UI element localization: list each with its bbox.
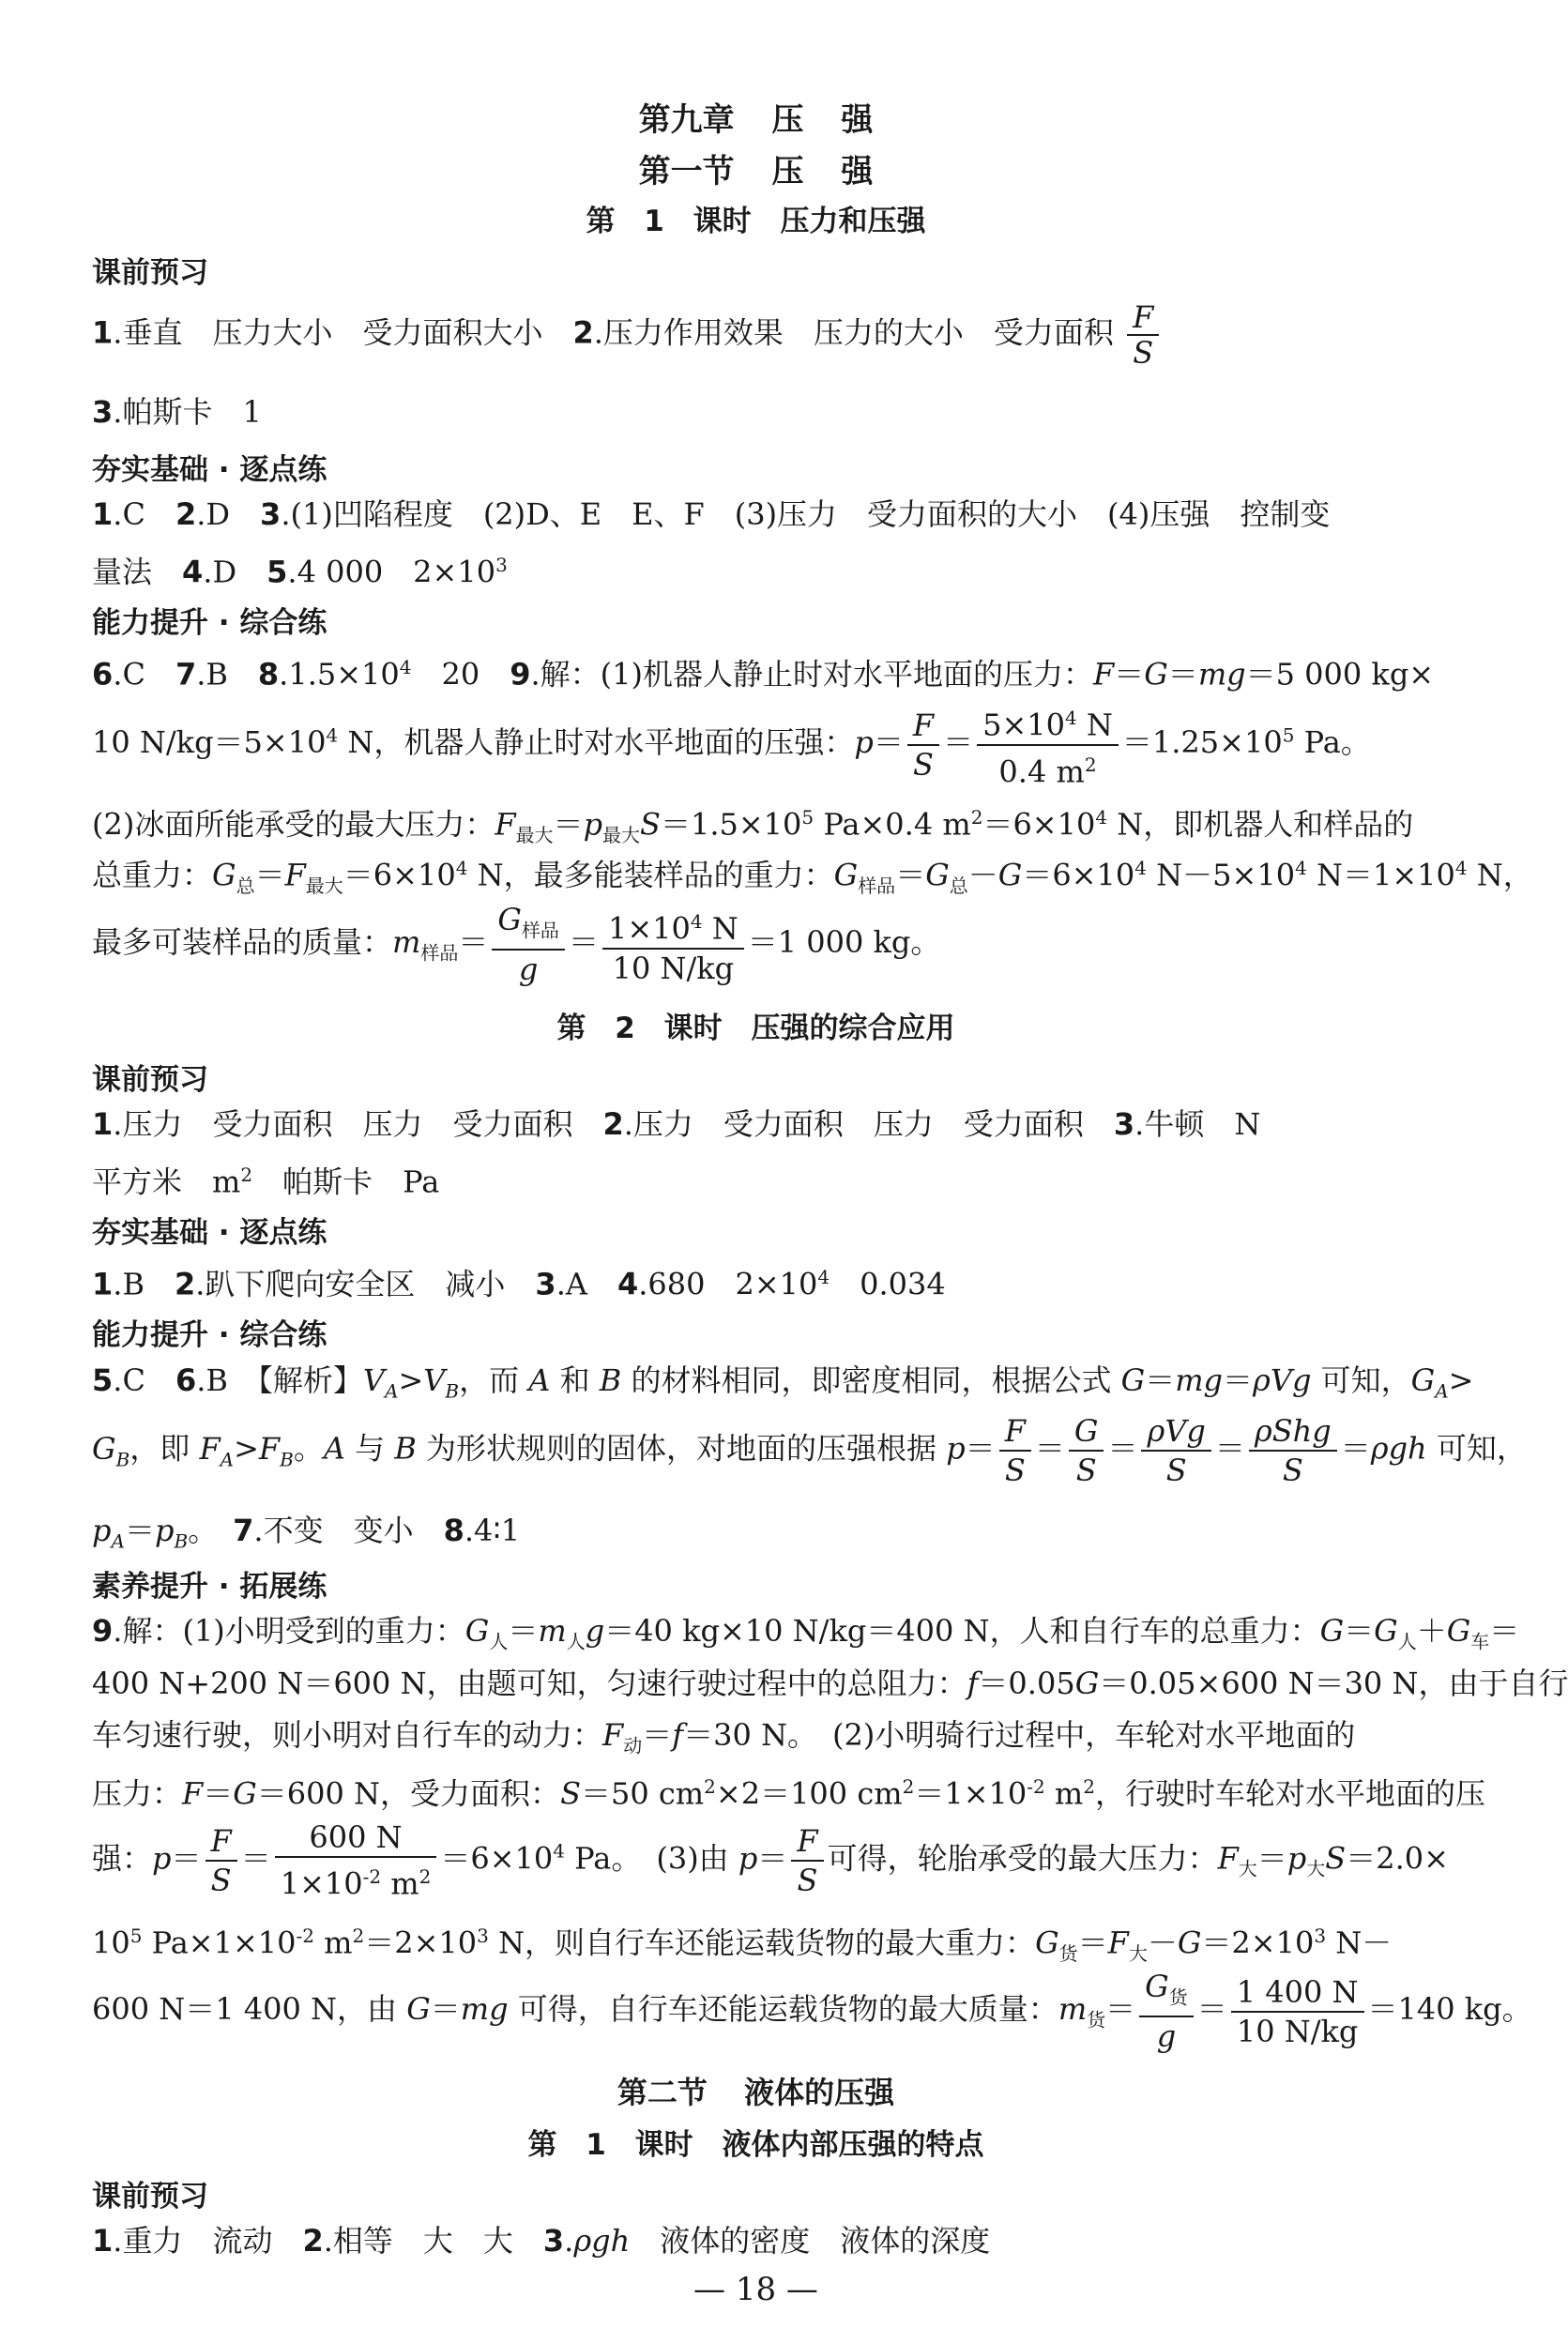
lesson-title: 第 1 课时 压力和压强 bbox=[586, 205, 926, 238]
answer-line: 3.帕斯卡 1 bbox=[92, 394, 262, 430]
answer-line: 强：p＝ $\frac{F}{S}$ ＝ $\frac{600 N}{1\times 10^{-2} m^2}$ $=6\times 10^4$ Pa。 (3)由 p＝ $\frac{F}{S}$ 可得，轮胎承受的最大压力：$F_大=p_大S=2.0\times$ bbox=[92, 1819, 1449, 1902]
answer-line: 最多可装样品的质量：$m_{样品}=$ $\frac{G_{样品}}{g}$ ＝ $\frac{1\times 10^4 N}{10 N/kg}$ ＝1 000 kg。 bbox=[92, 902, 941, 988]
page-number: — 18 — bbox=[693, 2271, 818, 2308]
answer-line: 1.压力 受力面积 压力 受力面积 2.压力 受力面积 压力 受力面积 3.牛顿 N bbox=[92, 1106, 1261, 1142]
section-label: 课前预习 bbox=[92, 2180, 208, 2214]
answer-line: 平方米 $m^2$ 帕斯卡 Pa bbox=[92, 1164, 440, 1200]
answer-line: 总重力：$G_总=F_{最大}=6\times 10^4$ N，最多能装样品的重力：$G_{样品}=G_总-G=6\times 10^4$ $N-5\times 10^4$ $N=1\times 10^4$ N， bbox=[92, 857, 1533, 898]
section-label: 课前预习 bbox=[92, 1063, 208, 1097]
answer-line: 1.垂直 压力大小 受力面积大小 2.压力作用效果 压力的大小 受力面积 $\frac{F}{S}$ bbox=[92, 300, 1415, 370]
answer-line: 量法 4.D 5.4 000 $2\times 10^3$ bbox=[92, 554, 508, 590]
answer-line: $p_A=p_B$。 7.不变 变小 8.4∶1 bbox=[92, 1513, 521, 1553]
answer-line: $10^5$ $Pa\times 1\times 10^{-2}$ $m^2=2\times 10^3$ N，则自行车还能运载货物的最大重力：$G_货=F_大-G=2\times 10^3$ N－ bbox=[92, 1925, 1393, 1966]
section-title: 第二节 液体的压强 bbox=[617, 2075, 895, 2110]
section-label: 夯实基础 · 逐点练 bbox=[92, 453, 327, 487]
section-label: 夯实基础 · 逐点练 bbox=[92, 1216, 327, 1250]
answer-line: 600 N＝1 400 N，由 G＝mg 可得，自行车还能运载货物的最大质量：$m_货=$ $\frac{G_货}{g}$ ＝ $\frac{1 400 N}{10 N/kg}$ ＝140 kg。 bbox=[92, 1969, 1532, 2055]
answer-line: 5.C 6.B 【解析】$V_A>V_B$，而 A 和 B 的材料相同，即密度相同，根据公式 G＝mg＝ρVg 可知，$G_A>$ bbox=[92, 1362, 1474, 1403]
lesson-title: 第 2 课时 压强的综合应用 bbox=[556, 1012, 955, 1045]
answer-line: 车匀速行驶，则小明对自行车的动力：$F_动=f=30$ N。 (2)小明骑行过程中，车轮对水平地面的 bbox=[92, 1717, 1356, 1757]
answer-line: 压力：F＝G＝600 N，受力面积：S＝50 $cm^2\times 2=100$ $cm^2=1\times 10^{-2}$ $m^2$，行驶时车轮对水平地面的压 bbox=[92, 1775, 1485, 1812]
lesson-title: 第 1 课时 液体内部压强的特点 bbox=[527, 2128, 984, 2162]
answer-line: 9.解：(1)小明受到的重力：$G_人=m_人g=40$ kg×10 N/kg＝400 N，人和自行车的总重力：$G=G_人+G_车=$ bbox=[92, 1613, 1520, 1653]
section-label: 能力提升 · 综合练 bbox=[92, 606, 327, 640]
chapter-title: 第九章 压 强 bbox=[638, 101, 874, 139]
answer-line: 400 N+200 N＝600 N，由题可知，匀速行驶过程中的总阻力：f＝0.05G＝0.05×600 N＝30 N，由于自行 bbox=[92, 1666, 1568, 1701]
section-label: 素养提升 · 拓展练 bbox=[92, 1570, 327, 1604]
section-label: 课前预习 bbox=[92, 256, 208, 290]
answer-line: 1.C 2.D 3.(1)凹陷程度 (2)D、E E、F (3)压力 受力面积的大小 (4)压强 控制变 bbox=[92, 496, 1331, 532]
answer-line: (2)冰面所能承受的最大压力：$F_{最大}=p_{最大}S=1.5\times 10^5$ Pa×0.4 $m^2=6\times 10^4$ N，即机器人和样品的 bbox=[92, 806, 1414, 847]
section-title: 第一节 压 强 bbox=[638, 153, 874, 190]
answer-line: 10 $N/kg=5\times 10^4$ N，机器人静止时对水平地面的压强：p＝ $\frac{F}{S}$ ＝ $\frac{5\times 10^4 N}{0.4 m^2}$ $=1.25\times 10^5$ Pa。 bbox=[92, 699, 1415, 790]
section-label: 能力提升 · 综合练 bbox=[92, 1318, 327, 1352]
answer-line: 1.B 2.趴下爬向安全区 减小 3.A 4.680 $2\times 10^4$ 0.034 bbox=[92, 1266, 946, 1302]
answer-line: 6.C 7.B $8.1.5\times 10^4$ 20 9.解：(1)机器人静止时对水平地面的压力：F＝G＝mg＝5 000 kg× bbox=[92, 656, 1435, 692]
answer-line: $G_B$，即 $F_A>F_B$。A 与 B 为形状规则的固体，对地面的压强根据 p＝ $\frac{F}{S}$ ＝ $\frac{G}{S}$ ＝ $\frac{\text{ρVg}}{S}$ ＝ $\frac{\text{ρShg}}{S}$ ＝ρgh 可知， bbox=[92, 1413, 1527, 1488]
answer-line: 1.重力 流动 2.相等 大 大 3.ρgh 液体的密度 液体的深度 bbox=[92, 2223, 991, 2259]
